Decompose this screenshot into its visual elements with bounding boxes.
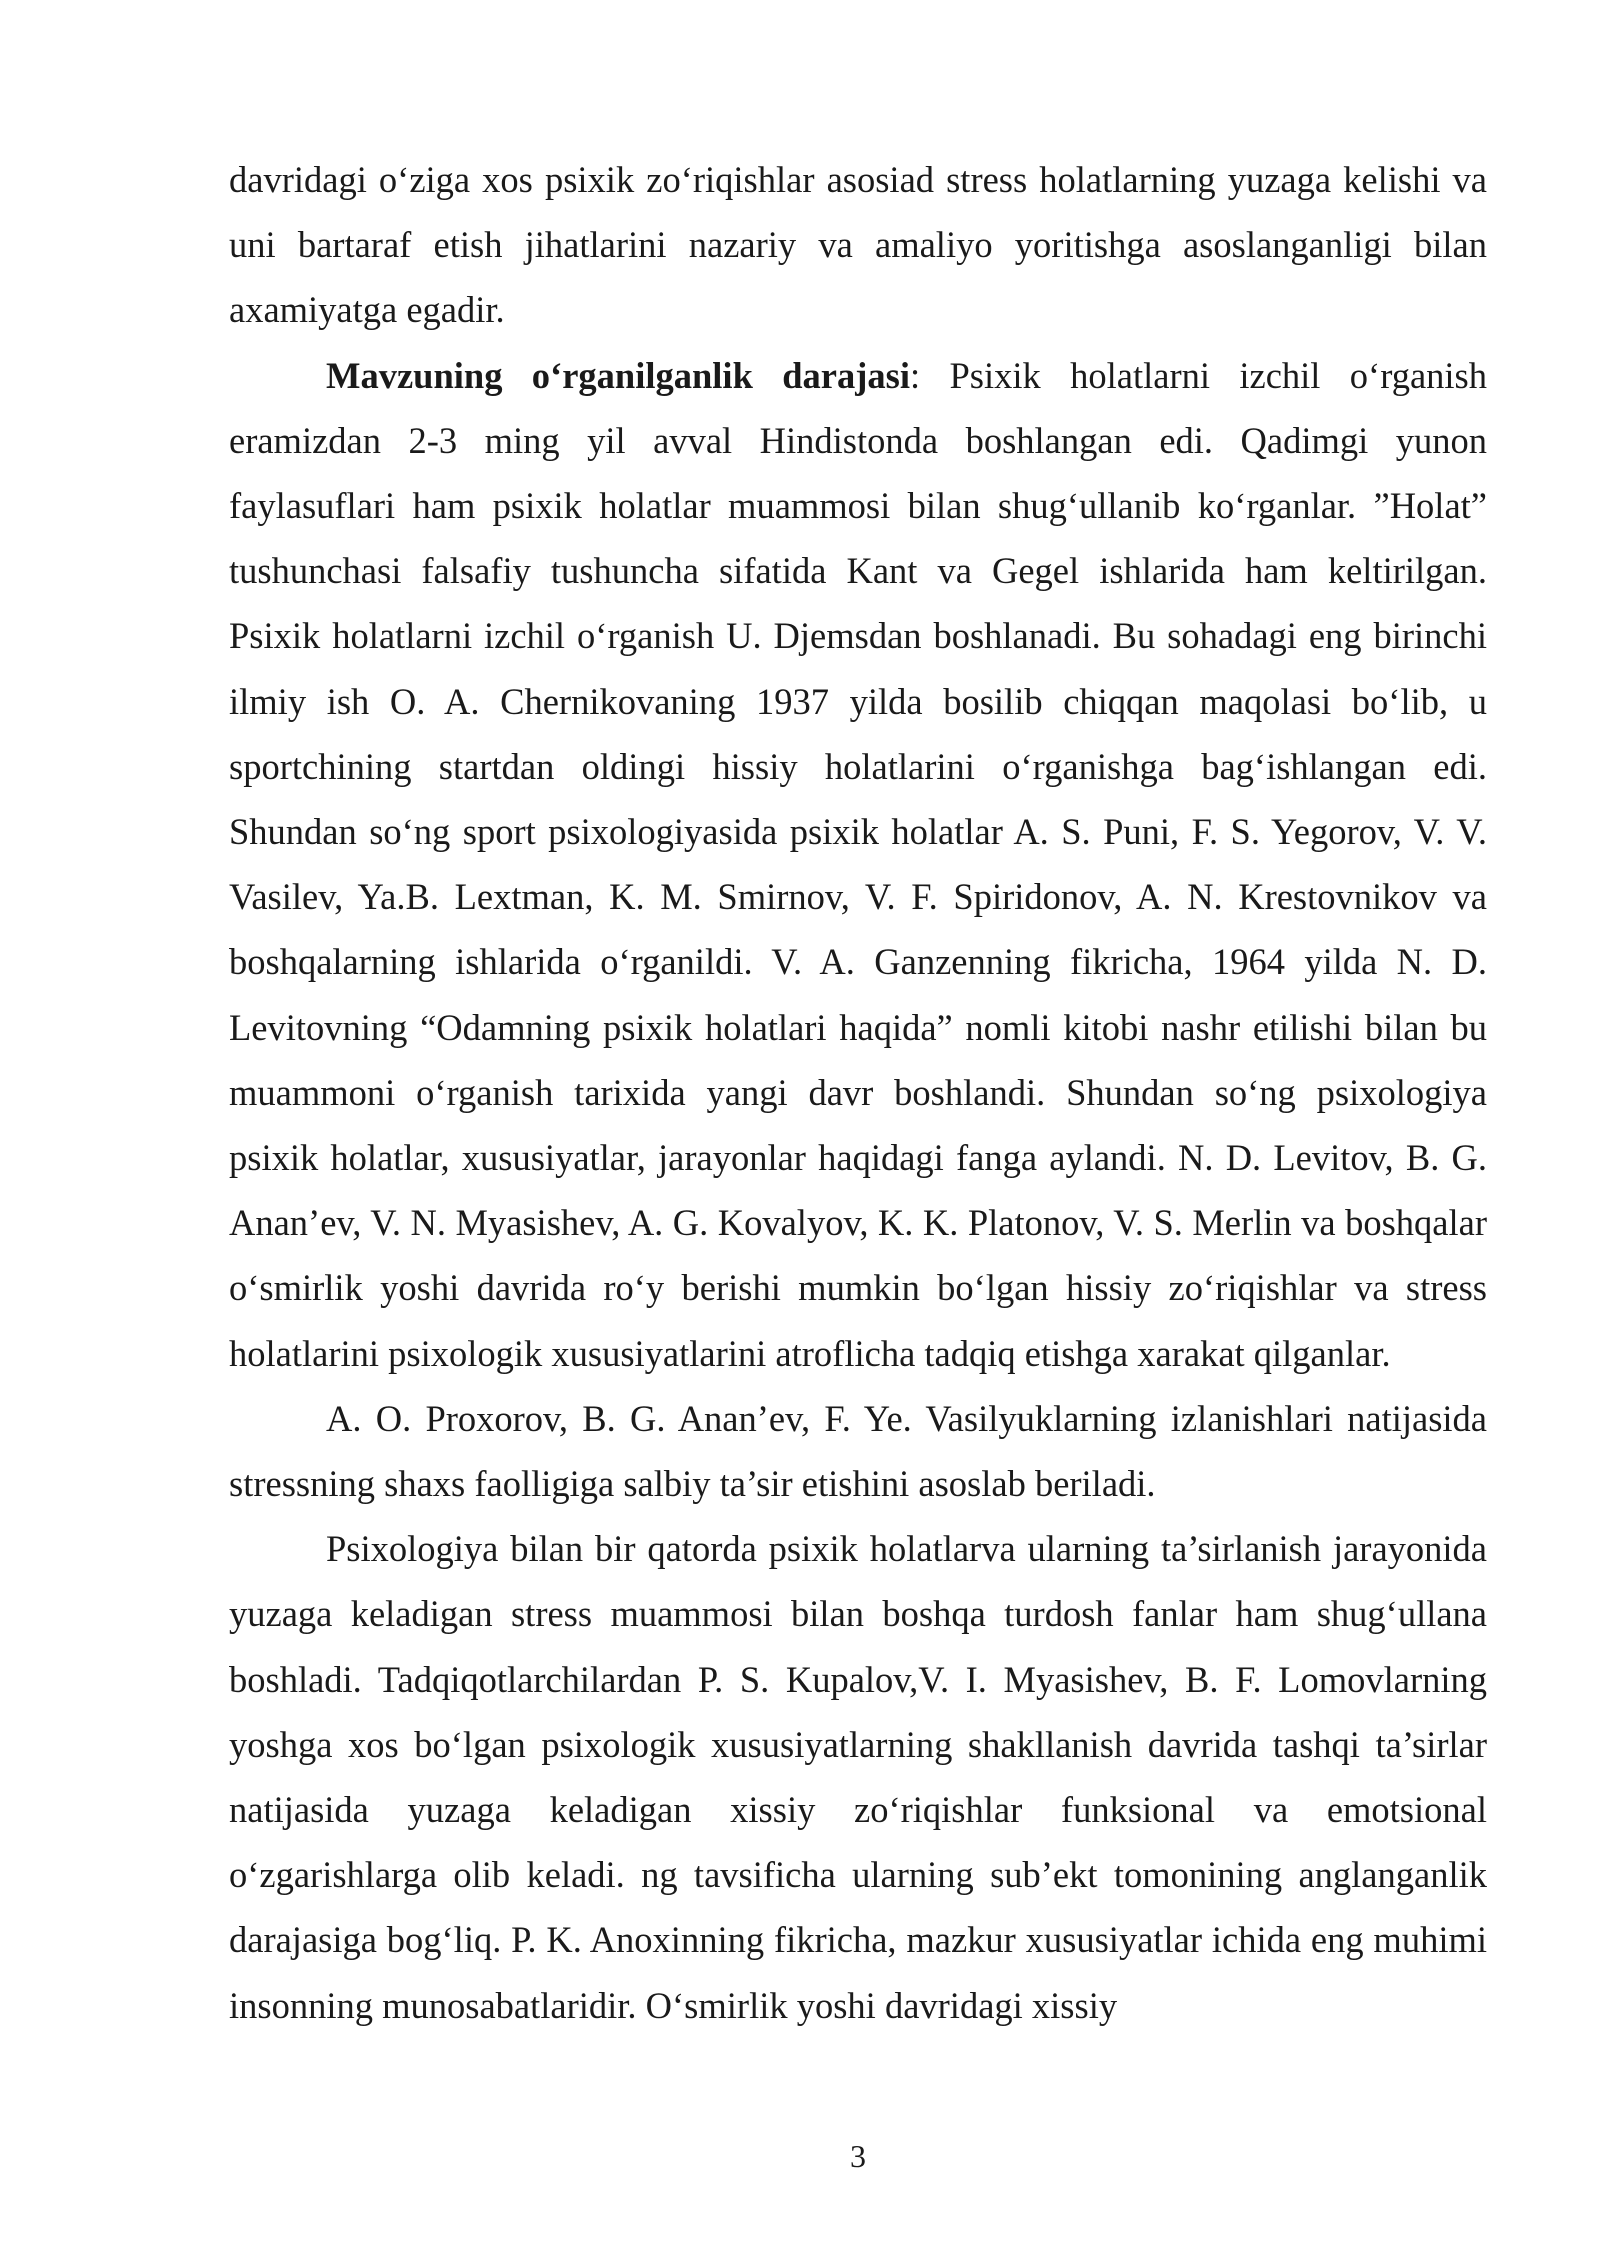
paragraph-research-degree [229, 343, 1487, 1386]
paragraph-continuation [229, 147, 1487, 343]
paragraph-text: : Psixik holatlarni izchil o‘rganish eramizdan 2-3 ming yil avval Hindistonda boshlangan edi. Qadimgi yunon faylasuflari ham psixik holatlar muammosi bilan shug‘ullanib ko‘rganlar. ”Holat” tushunchasi falsafiy tushuncha sifatida Kant va Gegel ishlarida ham keltirilgan. Psixik holatlarni izchil o‘rganish U. Djemsdan boshlanadi. Bu sohadagi eng birinchi ilmiy ish O. A. Chernikovaning 1937 yilda bosilib chiqqan maqolasi bo‘lib, u sportchining startdan oldingi hissiy holatlarini o‘rganishga bag‘ishlangan edi. Shundan so‘ng sport psixologiyasida psixik holatlar A. S. Puni, F. S. Yegorov, V. V. Vasilev, Ya.B. Lextman, K. M. Smirnov, V. F. Spiridonov, A. N. Krestovnikov va boshqalarning ishlarida o‘rganildi. V. A. Ganzenning fikricha, 1964 yilda N. D. Levitovning “Odamning psixik holatlari haqida” nomli kitobi nashr etilishi bilan bu muammoni o‘rganish tarixida yangi davr boshlandi. Shundan so‘ng psixologiya psixik holatlar, xususiyatlar, jarayonlar haqidagi fanga aylandi. N. D. Levitov, B. G. Anan’ev, V. N. Myasishev, A. G. Kovalyov, K. K. Platonov, V. S. Merlin va boshqalar o‘smirlik yoshi davrida ro‘y berishi mumkin bo‘lgan hissiy zo‘riqishlar va stress holatlarini psixologik xususiyatlarini atroflicha tadqiq etishga xarakat qilganlar. [229, 354, 1487, 1374]
paragraph-text: A. O. Proxorov, B. G. Anan’ev, F. Ye. Vasilyuklarning izlanishlari natijasida stressning shaxs faolligiga salbiy ta’sir etishini asoslab beriladi. [229, 1397, 1487, 1505]
section-heading: Mavzuning o‘rganilganlik darajasi [326, 354, 910, 396]
paragraph-psychology [229, 1516, 1487, 2038]
document-page [229, 147, 1487, 2038]
paragraph-prokhorov [229, 1386, 1487, 1516]
paragraph-text: davridagi o‘ziga xos psixik zo‘riqishlar asosiad stress holatlarning yuzaga kelishi va uni bartaraf etish jihatlarini nazariy va amaliyo yoritishga asoslanganligi bilan axamiyatga egadir. [229, 159, 1487, 331]
page-number: 3 [850, 2138, 866, 2174]
paragraph-text: Psixologiya bilan bir qatorda psixik holatlarva ularning ta’sirlanish jarayonida yuzaga keladigan stress muammosi bilan boshqa turdosh fanlar ham shug‘ullana boshladi. Tadqiqotlarchilardan P. S. Kupalov,V. I. Myasishev, B. F. Lomovlarning yoshga xos bo‘lgan psixologik xususiyatlarning shakllanish davrida tashqi ta’sirlar natijasida yuzaga keladigan xissiy zo‘riqishlar funksional va emotsional o‘zgarishlarga olib keladi. ng tavsificha ularning sub’ekt tomonining anglanganlik darajasiga bog‘liq. P. K. Anoxinning fikricha, mazkur xususiyatlar ichida eng muhimi insonning munosabatlaridir. O‘smirlik yoshi davridagi xissiy [229, 1528, 1487, 2026]
